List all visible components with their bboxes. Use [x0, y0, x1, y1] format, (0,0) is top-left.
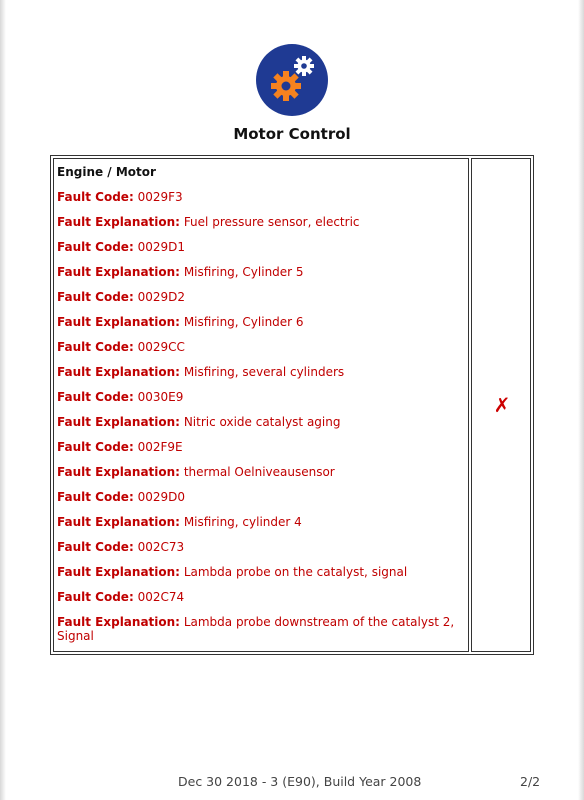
- fault-explanation-row: [57, 515, 457, 529]
- fault-code-label: Fault Code:: [57, 190, 134, 204]
- fault-code-label: Fault Code:: [57, 590, 134, 604]
- fault-code-value: 002F9E: [137, 440, 183, 454]
- fault-explanation-row: [57, 315, 457, 329]
- fault-code-value: 0030E9: [137, 390, 184, 404]
- fault-code-label: Fault Code:: [57, 540, 134, 554]
- fault-code-value: 0029D2: [137, 290, 185, 304]
- fault-explanation-value: Misfiring, several cylinders: [183, 365, 345, 379]
- fault-code-row: [57, 340, 457, 354]
- fault-explanation-value: Lambda probe downstream of the catalyst 2, Signal: [57, 615, 455, 643]
- fault-table: [50, 155, 534, 655]
- fault-explanation-row: [57, 365, 457, 379]
- fault-code-label: Fault Code:: [57, 390, 134, 404]
- fault-code-label: Fault Code:: [57, 240, 134, 254]
- fault-explanation-label: Fault Explanation:: [57, 315, 180, 329]
- fault-code-row: [57, 190, 457, 204]
- fault-code-value: 002C73: [137, 540, 185, 554]
- fault-explanation-value: Misfiring, cylinder 4: [183, 515, 302, 529]
- fault-explanation-value: Misfiring, Cylinder 6: [183, 315, 304, 329]
- fault-code-value: 0029D1: [137, 240, 185, 254]
- fault-explanation-value: thermal Oelniveausensor: [183, 465, 335, 479]
- fault-explanation-label: Fault Explanation:: [57, 415, 180, 429]
- fault-explanation-label: Fault Explanation:: [57, 465, 180, 479]
- fault-explanation-label: Fault Explanation:: [57, 615, 180, 629]
- fault-code-value: 002C74: [137, 590, 185, 604]
- gears-icon: [254, 42, 330, 118]
- fault-explanation-value: Nitric oxide catalyst aging: [183, 415, 341, 429]
- fault-explanation-row: [57, 615, 457, 643]
- fault-code-row: [57, 240, 457, 254]
- fault-explanation-row: [57, 265, 457, 279]
- fault-code-row: [57, 290, 457, 304]
- fault-explanation-row: [57, 465, 457, 479]
- page-number: 2/2: [520, 774, 541, 789]
- fault-code-row: [57, 490, 457, 504]
- fault-explanation-label: Fault Explanation:: [57, 265, 180, 279]
- fault-explanation-value: Misfiring, Cylinder 5: [183, 265, 304, 279]
- fault-explanation-label: Fault Explanation:: [57, 515, 180, 529]
- fault-list-cell: [53, 158, 469, 652]
- fault-code-value: 0029F3: [137, 190, 183, 204]
- fault-code-row: [57, 540, 457, 554]
- page-title: Motor Control: [233, 125, 351, 143]
- fault-code-value: 0029D0: [137, 490, 185, 504]
- fault-explanation-value: Lambda probe on the catalyst, signal: [183, 565, 408, 579]
- fault-explanation-row: [57, 215, 457, 229]
- section-title: Engine / Motor: [57, 165, 156, 179]
- fault-code-label: Fault Code:: [57, 440, 134, 454]
- page-frame-right: [578, 0, 584, 800]
- fault-explanation-row: [57, 565, 457, 579]
- fault-explanation-label: Fault Explanation:: [57, 365, 180, 379]
- fault-code-label: Fault Code:: [57, 340, 134, 354]
- footer-info: Dec 30 2018 - 3 (E90), Build Year 2008: [178, 774, 422, 789]
- fault-explanation-row: [57, 415, 457, 429]
- page-frame-left: [0, 0, 6, 800]
- fault-code-row: [57, 390, 457, 404]
- fault-explanation-value: Fuel pressure sensor, electric: [183, 215, 360, 229]
- fault-code-row: [57, 440, 457, 454]
- fault-code-label: Fault Code:: [57, 290, 134, 304]
- fault-explanation-label: Fault Explanation:: [57, 565, 180, 579]
- fault-code-label: Fault Code:: [57, 490, 134, 504]
- fault-explanation-label: Fault Explanation:: [57, 215, 180, 229]
- status-cell: [471, 158, 531, 652]
- fault-code-row: [57, 590, 457, 604]
- cross-icon: ✗: [493, 393, 511, 417]
- fault-code-value: 0029CC: [137, 340, 185, 354]
